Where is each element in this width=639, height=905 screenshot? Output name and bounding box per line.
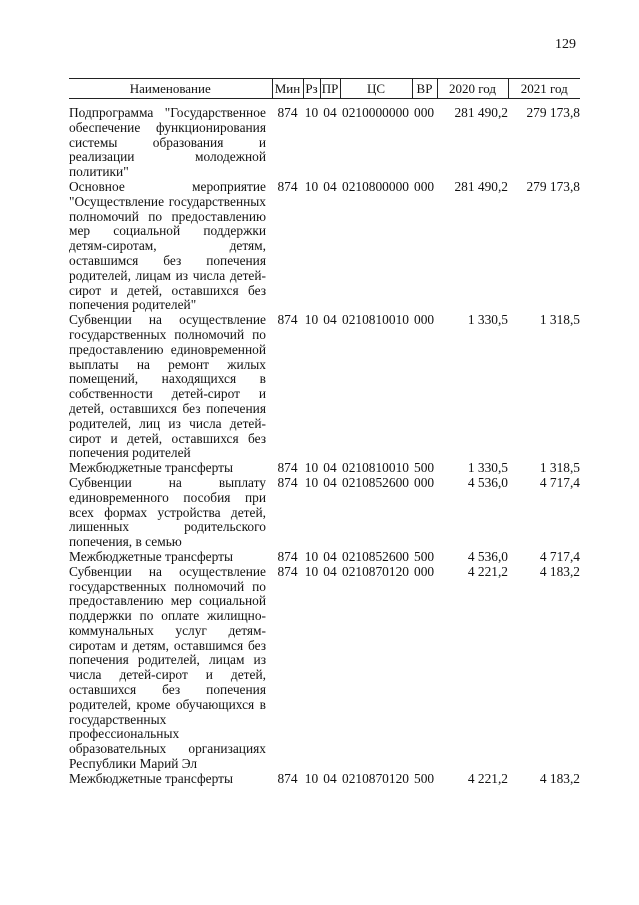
row-name-text: Субвенции на осуществление государственных полномочий по предоставлению мер социальной поддержки по оплате жилищно-коммунальных услуг детям-сиротам и детям, оставшимся без попечения родителей, лицам из числа детей-сирот и детей, оставшихся без попечения родителей, кроме обучающихся в государственных профессиональных образовательных организациях Республики Марий Эл (69, 563, 266, 772)
table-row (69, 772, 580, 787)
row-cs: 0210000000 (342, 105, 409, 120)
header-name: Наименование (69, 79, 272, 99)
row-2021: 1 318,5 (539, 312, 580, 328)
row-min: 874 (277, 770, 298, 786)
row-pr: 04 (323, 312, 337, 328)
row-2021: 4 183,2 (539, 770, 580, 786)
row-name (69, 313, 272, 461)
row-pr: 04 (323, 548, 337, 564)
row-2021: 1 318,5 (539, 460, 580, 476)
row-cs: 0210852600 (342, 548, 409, 564)
row-name-text: Субвенции на выплату единовременного пособия при всех формах устройства детей, лишенных родительского попечения, в семью (69, 474, 266, 550)
header-2021: 2021 год (508, 79, 580, 99)
row-min: 874 (277, 178, 298, 194)
row-min: 874 (277, 105, 298, 120)
page-number: 129 (555, 37, 576, 52)
row-2021: 4 717,4 (539, 474, 580, 490)
row-cs: 0210800000 (342, 178, 409, 194)
row-2020: 281 490,2 (454, 178, 508, 194)
row-name (69, 476, 272, 550)
row-name (69, 550, 272, 565)
row-2021: 4 183,2 (539, 563, 580, 579)
row-min: 874 (277, 563, 298, 579)
row-2021: 279 173,8 (526, 105, 580, 120)
table-row (69, 180, 580, 313)
row-cs: 0210810010 (342, 312, 409, 328)
row-rz: 10 (304, 460, 319, 476)
row-rz: 10 (304, 770, 319, 786)
row-name (69, 772, 272, 787)
row-name-text: Межбюджетные трансферты (69, 770, 233, 786)
row-2020: 4 536,0 (467, 548, 508, 564)
row-2020: 1 330,5 (467, 312, 508, 328)
row-2020: 4 536,0 (467, 474, 508, 490)
row-min: 874 (277, 312, 298, 328)
row-rz: 10 (304, 548, 319, 564)
row-2020: 281 490,2 (454, 105, 508, 120)
table-row (69, 313, 580, 461)
row-vr: 000 (414, 178, 435, 194)
row-pr: 04 (323, 770, 337, 786)
row-2020: 1 330,5 (467, 460, 508, 476)
row-pr: 04 (323, 460, 337, 476)
row-min: 874 (277, 460, 298, 476)
row-name-text: Подпрограмма "Государственное обеспечение функционирования системы образования и реализации молодежной политики" (69, 105, 266, 180)
row-cs: 0210870120 (342, 770, 409, 786)
row-name-text: Субвенции на осуществление государственных полномочий по предоставлению единовременной выплаты на ремонт жилых помещений, находящихся в собственности детей-сирот и детей, оставшихся без попечения родителей, лиц из числа детей-сирот и детей, оставшихся без попечения родителей (69, 312, 266, 461)
table-row (69, 476, 580, 550)
header-rz: Рз (303, 79, 320, 99)
row-name (69, 565, 272, 772)
table-body (69, 99, 580, 787)
row-2021: 279 173,8 (526, 178, 580, 194)
table-row (69, 461, 580, 476)
row-name-text: Межбюджетные трансферты (69, 548, 233, 564)
row-vr: 500 (414, 770, 435, 786)
table-header-row (69, 79, 580, 99)
row-vr: 000 (414, 474, 435, 490)
header-cs: ЦС (340, 79, 412, 99)
header-min: Мин (272, 79, 303, 99)
row-cs: 0210870120 (342, 563, 409, 579)
budget-table (69, 78, 580, 787)
row-min: 874 (277, 474, 298, 490)
row-cs: 0210810010 (342, 460, 409, 476)
row-pr: 04 (323, 474, 337, 490)
row-rz: 10 (304, 178, 319, 194)
table-row (69, 550, 580, 565)
row-vr: 500 (414, 460, 435, 476)
row-vr: 500 (414, 548, 435, 564)
row-vr: 000 (414, 105, 435, 120)
row-name (69, 99, 272, 180)
row-pr: 04 (323, 563, 337, 579)
row-min: 874 (277, 548, 298, 564)
row-pr: 04 (323, 105, 337, 120)
row-name-text: Основное мероприятие "Осуществление государственных полномочий по предоставлению мер социальной поддержки детям-сиротам, детям, оставшимся без попечения родителей, лицам из числа детей-сирот и детей, оставшихся без попечения родителей" (69, 178, 266, 313)
row-rz: 10 (304, 474, 319, 490)
table-row (69, 565, 580, 772)
row-vr: 000 (414, 563, 435, 579)
row-name (69, 461, 272, 476)
row-2020: 4 221,2 (467, 770, 508, 786)
row-2021: 4 717,4 (539, 548, 580, 564)
row-vr: 000 (414, 312, 435, 328)
row-name (69, 180, 272, 313)
row-pr: 04 (323, 178, 337, 194)
row-rz: 10 (304, 312, 319, 328)
header-pr: ПР (320, 79, 340, 99)
row-rz: 10 (304, 563, 319, 579)
header-2020: 2020 год (437, 79, 508, 99)
row-cs: 0210852600 (342, 474, 409, 490)
header-vr: ВР (412, 79, 437, 99)
row-name-text: Межбюджетные трансферты (69, 460, 233, 476)
row-2020: 4 221,2 (467, 563, 508, 579)
table-row (69, 99, 580, 180)
row-rz: 10 (304, 105, 319, 120)
